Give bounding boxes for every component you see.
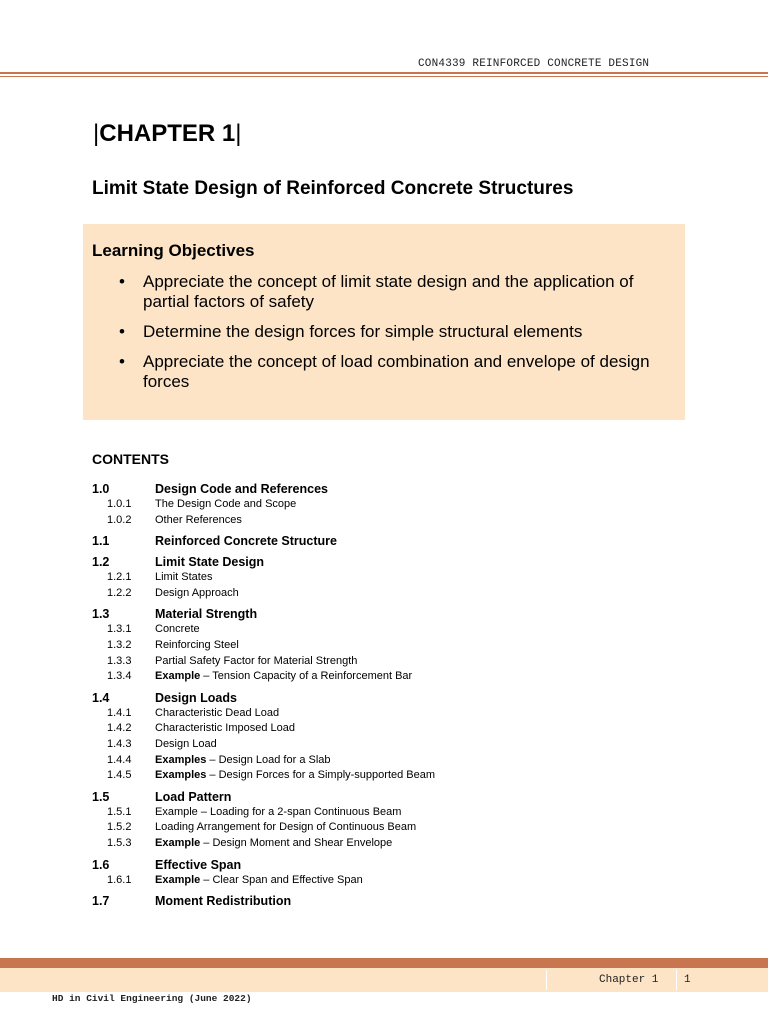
toc-label: Design Code and References [155, 482, 328, 496]
toc-number: 1.6.1 [107, 873, 132, 886]
page-number: 1 [684, 974, 691, 986]
footer-chapter: Chapter 1 [599, 974, 659, 986]
chapter-title: Limit State Design of Reinforced Concrete Structures [92, 178, 574, 199]
objective-text: Determine the design forces for simple structural elements [143, 322, 583, 341]
contents-title: CONTENTS [92, 451, 169, 467]
toc-number: 1.6 [92, 857, 110, 872]
bullet-icon: • [119, 272, 125, 291]
toc-label: Loading Arrangement for Design of Continuous Beam [155, 821, 417, 834]
objective-item [83, 352, 685, 392]
toc-label [155, 769, 435, 781]
toc-label: Design Approach [155, 586, 239, 599]
toc-label: Effective Span [155, 857, 242, 872]
chapter-bar-right: | [235, 120, 242, 147]
toc-number: 1.5.1 [107, 805, 132, 818]
bullet-icon: • [119, 322, 125, 341]
toc-label-text: – Design Moment and Shear Envelope [200, 837, 393, 849]
toc-number: 1.5 [92, 789, 110, 804]
toc-label [155, 670, 412, 682]
footer-program: HD in Civil Engineering (June 2022) [52, 993, 252, 1004]
toc-label-text: – Tension Capacity of a Reinforcement Bar [200, 670, 413, 683]
toc-label: Example – Loading for a 2-span Continuous Beam [155, 805, 402, 818]
objectives-list [83, 272, 685, 402]
toc-number: 1.4.4 [107, 753, 132, 766]
objective-text: Appreciate the concept of load combination and envelope of design forces [143, 352, 650, 391]
toc-number: 1.0.1 [107, 498, 132, 510]
toc-number: 1.5.2 [107, 821, 132, 834]
toc-label: Limit States [155, 571, 213, 584]
toc-label: Limit State Design [155, 555, 265, 570]
toc-label-emphasis: Example [155, 873, 201, 886]
footer-divider [546, 970, 547, 990]
objective-item [83, 322, 685, 342]
toc-label: Characteristic Imposed Load [155, 722, 296, 735]
learning-objectives-box [83, 224, 685, 420]
running-header: CON4339 REINFORCED CONCRETE DESIGN [418, 58, 650, 70]
toc-number: 1.7 [92, 894, 110, 909]
toc-number: 1.4.1 [107, 706, 132, 719]
toc-label [155, 874, 363, 886]
toc-number: 1.4.3 [107, 738, 132, 750]
toc-number: 1.4.2 [107, 722, 132, 735]
toc-label: Material Strength [155, 607, 258, 622]
toc-label-emphasis: Example [155, 837, 201, 849]
toc-label-text: – Design Forces for a Simply-supported Beam [206, 769, 436, 782]
toc-label-text: – Design Load for a Slab [206, 753, 331, 766]
chapter-bar-left: | [93, 120, 100, 147]
toc-label-text: – Clear Span and Effective Span [200, 873, 363, 886]
toc-label: Moment Redistribution [155, 894, 292, 909]
toc-number: 1.2.2 [107, 586, 132, 599]
toc-label [155, 754, 331, 766]
objective-item [83, 272, 685, 312]
toc-number: 1.4.5 [107, 769, 132, 782]
learning-objectives-title: Learning Objectives [92, 241, 255, 260]
toc-label: Load Pattern [155, 789, 232, 804]
objective-text: Appreciate the concept of limit state design and the application of partial factors of safety [143, 272, 634, 311]
toc-label: Characteristic Dead Load [155, 706, 280, 719]
toc-label: Other References [155, 513, 242, 526]
toc-number: 1.3.4 [107, 670, 132, 683]
chapter-label: CHAPTER 1 [99, 120, 236, 147]
toc-label [155, 837, 392, 849]
toc-label: Design Loads [155, 690, 237, 705]
toc-number: 1.0 [92, 482, 110, 496]
toc-number: 1.3.3 [107, 654, 132, 667]
toc-number: 1.3.2 [107, 639, 132, 651]
toc-number: 1.3.1 [107, 623, 132, 636]
toc-label: Reinforcing Steel [155, 639, 239, 651]
toc-number: 1.2.1 [107, 571, 132, 584]
toc-label-emphasis: Example [155, 670, 201, 683]
toc-number: 1.1 [92, 534, 110, 549]
footer-divider [676, 970, 677, 990]
toc-number: 1.3 [92, 607, 110, 622]
chapter-heading [93, 120, 242, 148]
toc-label: Concrete [155, 623, 200, 636]
header-rule [0, 72, 768, 74]
bullet-icon: • [119, 352, 125, 371]
toc-number: 1.2 [92, 555, 110, 570]
toc-number: 1.0.2 [107, 513, 132, 526]
toc-number: 1.5.3 [107, 837, 132, 849]
toc-label: Reinforced Concrete Structure [155, 534, 337, 549]
toc-label-emphasis: Examples [155, 769, 207, 782]
toc-label-emphasis: Examples [155, 753, 207, 766]
toc-number: 1.4 [92, 690, 110, 705]
footer-rule [0, 958, 768, 968]
header-rule-thin [0, 76, 768, 77]
toc-label: The Design Code and Scope [155, 498, 297, 510]
toc-label: Partial Safety Factor for Material Strength [155, 654, 358, 667]
toc-label: Design Load [155, 738, 217, 750]
